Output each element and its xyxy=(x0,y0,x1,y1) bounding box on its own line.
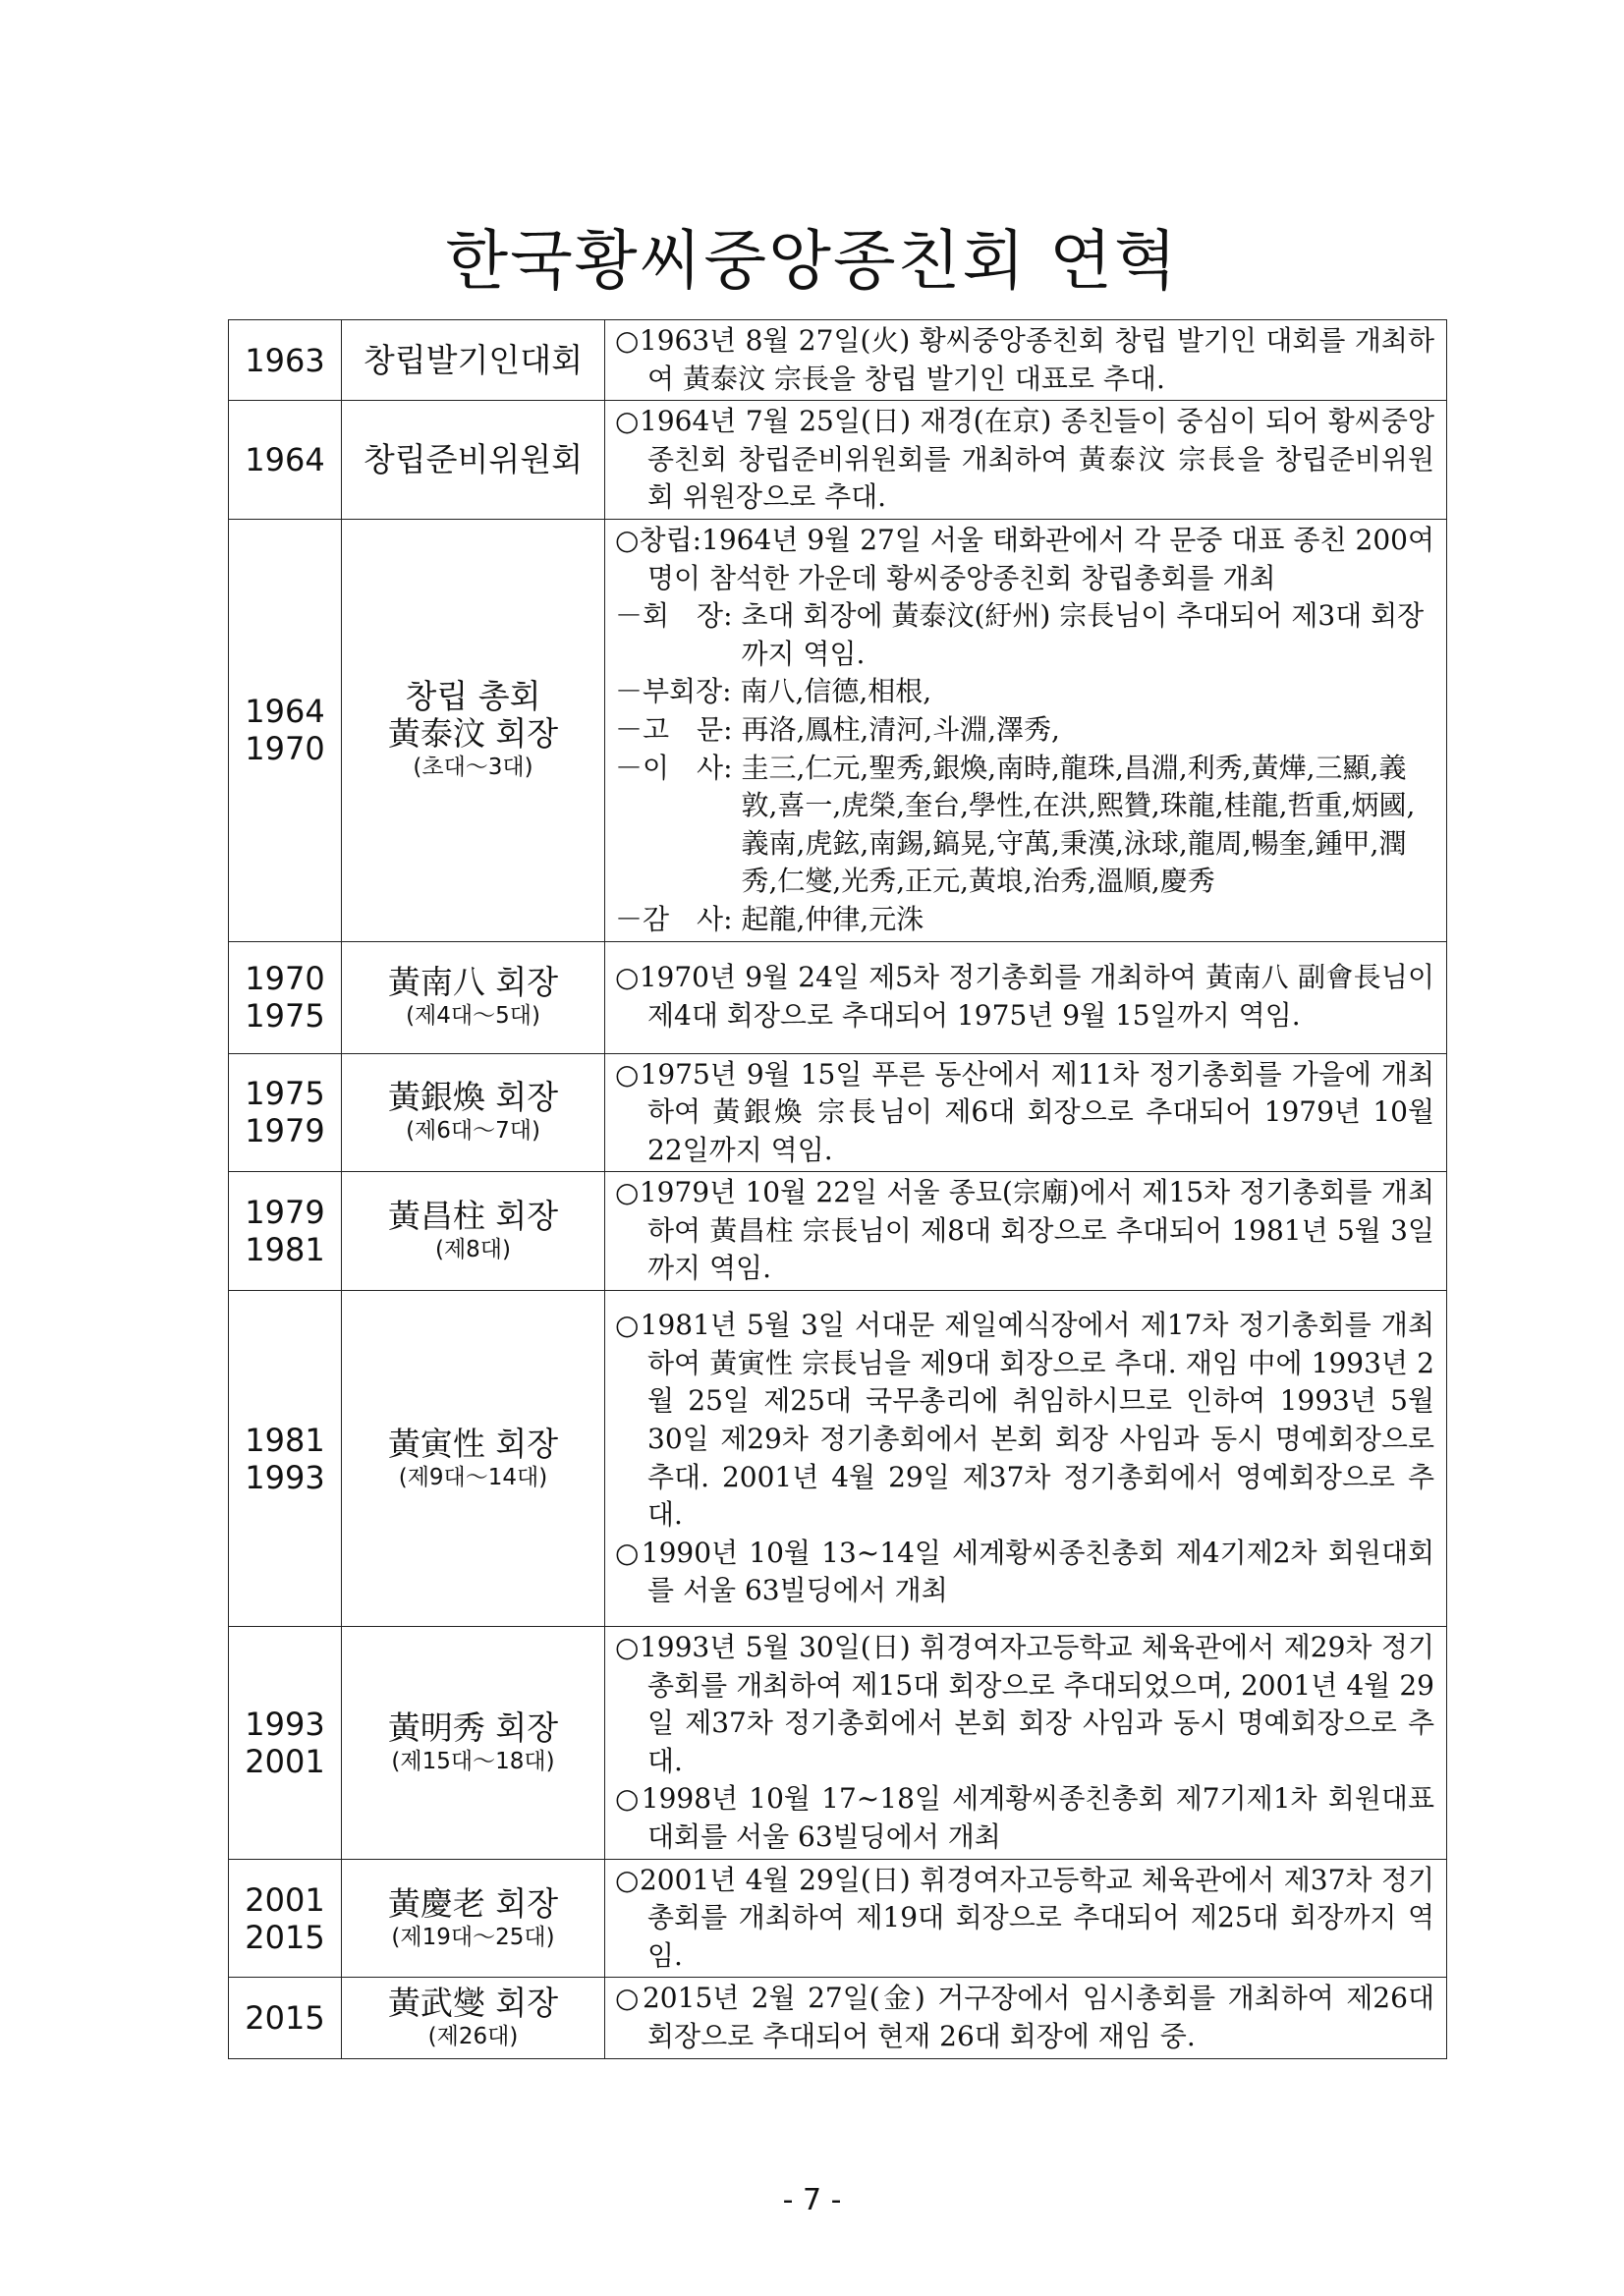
year-text: 1964 xyxy=(245,441,325,479)
description-paragraph: ○2015년 2월 27일(金) 거구장에서 임시총회를 개최하여 제26대 회장으로 추대되어 현재 26대 회장에 재임 중. xyxy=(615,1982,1434,2052)
description-paragraph: ○1964년 7월 25일(日) 재경(在京) 종친들이 중심이 되어 황씨중앙종친회 창립준비위원회를 개최하여 黃泰汶 宗長을 창립준비위원회 위원장으로 추대. xyxy=(615,405,1434,514)
officer-role xyxy=(615,750,1434,901)
description-cell xyxy=(605,941,1447,1053)
page-title: 한국황씨중앙종친회 연혁 xyxy=(445,223,1179,299)
year-cell xyxy=(229,1172,342,1291)
year-cell xyxy=(229,1978,342,2058)
description-paragraph: ○1998년 10월 17~18일 세계황씨종친총회 제7기제1차 회원대표대회를 서울 63빌딩에서 개최 xyxy=(615,1782,1434,1854)
description-paragraph: ○2001년 4월 29일(日) 휘경여자고등학교 체육관에서 제37차 정기총회를 개최하여 제19대 회장으로 추대되어 제25대 회장까지 역임. xyxy=(615,1863,1434,1972)
description-paragraph: ○1990년 10월 13~14일 세계황씨종친총회 제4기제2차 회원대회를 서울 63빌딩에서 개최 xyxy=(615,1536,1434,1607)
year-text: 1975 xyxy=(245,1075,325,1113)
year-text: 1993 xyxy=(245,1705,325,1743)
history-row xyxy=(229,1291,1447,1627)
term-label: (제26대) xyxy=(427,2024,519,2049)
name-cell xyxy=(342,1859,605,1978)
description-paragraph: ○1975년 9월 15일 푸른 동산에서 제11차 정기총회를 가을에 개최하여 黃銀煥 宗長님이 제6대 회장으로 추대되어 1979년 10월 22일까지 역임. xyxy=(615,1057,1434,1166)
name-cell xyxy=(342,519,605,941)
role-members: 南八,信德,相根, xyxy=(740,675,932,708)
year-text: 1993 xyxy=(245,1458,325,1496)
president-name: 黃銀煥 회장 xyxy=(387,1078,559,1117)
description-paragraph: ○1970년 9월 24일 제5차 정기총회를 개최하여 黃南八 副會長님이 제4대 회장으로 추대되어 1975년 9월 15일까지 역임. xyxy=(615,961,1434,1032)
description-cell xyxy=(605,320,1447,401)
year-cell xyxy=(229,1053,342,1172)
role-members: 再洛,鳳柱,清河,斗淵,澤秀, xyxy=(741,712,1060,746)
president-name: 黃慶老 회장 xyxy=(387,1883,559,1923)
year-text: 1981 xyxy=(245,1231,325,1269)
year-cell xyxy=(229,1859,342,1978)
year-text: 2001 xyxy=(245,1742,325,1780)
president-name: 黃武燮 회장 xyxy=(387,1984,559,2022)
history-row xyxy=(229,1172,1447,1291)
president-name: 黃明秀 회장 xyxy=(387,1708,559,1747)
year-cell xyxy=(229,401,342,520)
year-text: 1963 xyxy=(245,341,325,379)
name-cell xyxy=(342,1291,605,1627)
president-name: 창립발기인대회 xyxy=(363,340,584,379)
officer-role xyxy=(615,901,1434,939)
year-text: 1964 xyxy=(245,693,325,731)
year-text: 2015 xyxy=(245,1999,325,2037)
description-cell xyxy=(605,1859,1447,1978)
term-label: (제4대～5대) xyxy=(406,1003,540,1029)
name-cell xyxy=(342,1627,605,1860)
year-cell xyxy=(229,1291,342,1627)
year-text: 1979 xyxy=(245,1112,325,1150)
history-row xyxy=(229,1627,1447,1860)
term-label: (초대～3대) xyxy=(413,755,533,781)
term-label: (제6대～7대) xyxy=(406,1118,540,1145)
page-number: - 7 - xyxy=(782,2183,842,2217)
role-members: 起龍,仲律,元洙 xyxy=(741,902,924,935)
president-name: 黃南八 회장 xyxy=(387,963,559,1001)
history-row xyxy=(229,519,1447,941)
president-name: 黃昌柱 회장 xyxy=(387,1197,559,1236)
description-cell xyxy=(605,401,1447,520)
description-cell xyxy=(605,1172,1447,1291)
name-cell xyxy=(342,1978,605,2058)
history-row xyxy=(229,1978,1447,2058)
history-table-body xyxy=(229,320,1447,2059)
officer-role xyxy=(615,711,1434,750)
history-row xyxy=(229,320,1447,401)
role-label: －부회장: xyxy=(615,675,741,708)
term-label: (제19대～25대) xyxy=(391,1924,555,1950)
name-cell xyxy=(342,320,605,401)
history-row xyxy=(229,401,1447,520)
year-cell xyxy=(229,320,342,401)
description-paragraph: ○1981년 5월 3일 서대문 제일예식장에서 제17차 정기총회를 개최하여 黃寅性 宗長님을 제9대 회장으로 추대. 재임 中에 1993년 2월 25일 제25대 국무총리에 취임하시므로 인하여 1993년 5월 30일 제29차 정기총회에서 본회 회장 사임과 동시 명예회장으로 추대. 2001년 4월 29일 제37차 정기총회에서 영예회장으로 추대. xyxy=(615,1309,1434,1532)
description-cell xyxy=(605,1291,1447,1627)
description-cell xyxy=(605,1978,1447,2058)
description-paragraph: ○1993년 5월 30일(日) 휘경여자고등학교 체육관에서 제29차 정기총회를 개최하여 제15대 회장으로 추대되었으며, 2001년 4월 29일 제37차 정기총회에서 본회 회장 사임과 동시 명예회장으로 추대. xyxy=(615,1631,1434,1777)
year-cell xyxy=(229,1627,342,1860)
history-row xyxy=(229,941,1447,1053)
term-label: (제15대～18대) xyxy=(391,1748,555,1774)
officer-role xyxy=(615,597,1434,673)
history-row xyxy=(229,1859,1447,1978)
year-text: 1970 xyxy=(245,960,325,997)
role-label: －회 장: xyxy=(615,599,742,633)
president-name: 창립준비위원회 xyxy=(363,440,584,479)
history-row xyxy=(229,1053,1447,1172)
description-cell xyxy=(605,1053,1447,1172)
name-cell xyxy=(342,1172,605,1291)
history-table xyxy=(228,319,1447,2059)
year-text: 2001 xyxy=(245,1880,325,1919)
description-cell xyxy=(605,1627,1447,1860)
president-name: 黃寅性 회장 xyxy=(387,1424,559,1463)
name-cell xyxy=(342,1053,605,1172)
description-paragraph: ○창립:1964년 9월 27일 서울 태화관에서 각 문중 대표 종친 200여명이 참석한 가운데 황씨중앙종친회 창립총회를 개최 xyxy=(615,523,1434,594)
year-text: 1981 xyxy=(245,1421,325,1459)
name-cell xyxy=(342,941,605,1053)
year-cell xyxy=(229,941,342,1053)
year-cell xyxy=(229,519,342,941)
term-label: (제9대～14대) xyxy=(398,1464,548,1490)
year-text: 1975 xyxy=(245,997,325,1035)
term-label: (제8대) xyxy=(434,1237,511,1263)
year-text: 2015 xyxy=(245,1918,325,1956)
role-label: －고 문: xyxy=(615,712,742,746)
description-cell xyxy=(605,519,1447,941)
president-name: 창립 총회 黃泰汶 회장 xyxy=(387,677,559,754)
description-paragraph: ○1963년 8월 27일(火) 황씨중앙종친회 창립 발기인 대회를 개최하여 黃泰汶 宗長을 창립 발기인 대표로 추대. xyxy=(615,324,1434,395)
year-text: 1970 xyxy=(245,730,325,768)
role-members: 초대 회장에 黃泰汶(紆州) 宗長님이 추대되어 제3대 회장까지 역임. xyxy=(741,599,1425,670)
role-label: －감 사: xyxy=(615,902,742,935)
year-text: 1979 xyxy=(245,1194,325,1232)
officer-role xyxy=(615,673,1434,711)
role-members: 圭三,仁元,聖秀,銀煥,南時,龍珠,昌淵,利秀,黃燁,三顯,義敦,喜一,虎榮,奎台,學性,在洪,熙贊,珠龍,桂龍,哲重,炳國,義南,虎鉉,南錫,鎬晃,守萬,秉漢,泳球,龍周,暢奎,鍾甲,潤秀,仁燮,光秀,正元,黃埌,治秀,溫順,慶秀 xyxy=(741,751,1416,898)
name-cell xyxy=(342,401,605,520)
description-paragraph: ○1979년 10월 22일 서울 종묘(宗廟)에서 제15차 정기총회를 개최하여 黃昌柱 宗長님이 제8대 회장으로 추대되어 1981년 5월 3일까지 역임. xyxy=(615,1176,1434,1285)
role-label: －이 사: xyxy=(615,751,742,784)
